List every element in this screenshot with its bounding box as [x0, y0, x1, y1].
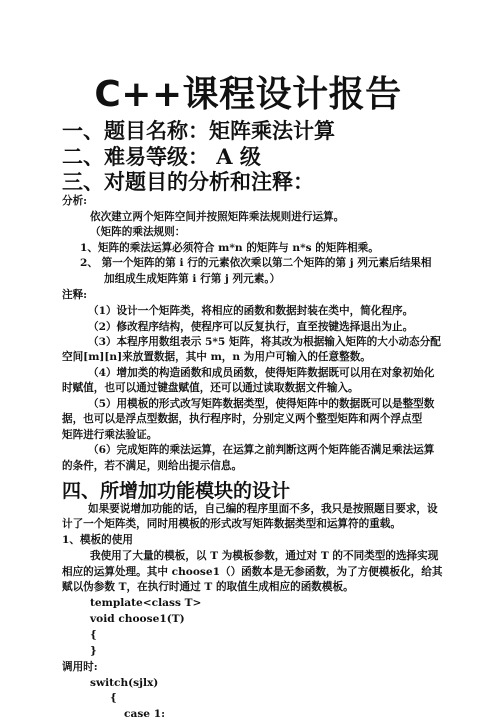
section-analysis-heading: 三、对题目的分析和注释： — [62, 169, 314, 194]
section-title-name: 一、题目名称：矩阵乘法计算 — [62, 118, 335, 143]
body-line: 赋以伪参数 T，在执行时通过 T 的取值生成相应的函数模板。 — [62, 581, 354, 593]
section-difficulty: 二、难易等级： A 级 — [62, 144, 261, 169]
section-feature-heading: 四、所增加功能模块的设计 — [62, 480, 291, 502]
code-line: case 1: — [124, 708, 165, 720]
code-line: } — [90, 645, 97, 657]
notes-line: 矩阵进行乘法验证。 — [62, 429, 158, 441]
notes-line: （4）增加类的构造函数和成员函数，使得矩阵数据既可以用在对象初始化 — [88, 367, 435, 379]
code-line: { — [90, 629, 97, 641]
notes-line: 空间[m][n]来放置数据，其中 m，n 为用户可输入的任意整数。 — [62, 351, 371, 363]
notes-line: 时赋值，也可以通过键盘赋值，还可以通过读取数据文件输入。 — [62, 382, 359, 394]
body-line: 相应的运算处理。其中 choose1（）函数本是无参函数，为了方便模板化，给其 — [62, 566, 443, 578]
analysis-label: 分析: — [62, 195, 88, 207]
analysis-line: （矩阵的乘法规则： — [90, 226, 186, 238]
call-label: 调用时: — [62, 661, 98, 673]
notes-label: 注释: — [62, 289, 88, 301]
notes-line: （5）用模板的形式改写矩阵数据类型，使得矩阵中的数据既可以是整型数 — [88, 398, 435, 410]
body-line: 我使用了大量的模板，以 T 为模板参数，通过对 T 的不同类型的选择实现 — [90, 550, 439, 562]
body-line: 计了一个矩阵类，同时用模板的形式改写矩阵数据类型和运算符的重载。 — [62, 518, 401, 530]
analysis-line: 加组成生成矩阵第 i 行第 j 列元素。） — [104, 273, 281, 285]
report-title: C++课程设计报告 — [94, 74, 402, 115]
notes-line: 据，也可以是浮点型数据，执行程序时，分别定义两个整型矩阵和两个浮点型 — [62, 413, 423, 425]
notes-line: （6）完成矩阵的乘法运算，在运算之前判断这两个矩阵能否满足乘法运算 — [88, 444, 435, 456]
code-line: { — [110, 692, 117, 704]
notes-line: 的条件，若不满足，则给出提示信息。 — [62, 460, 243, 472]
code-line: switch(sjlx) — [90, 677, 159, 689]
notes-line: （3）本程序用数组表示 5*5 矩阵，将其改为根据输入矩阵的大小动态分配 — [88, 336, 441, 348]
analysis-line: 2、 第一个矩阵的第 i 行的元素依次乘以第二个矩阵的第 j 列元素后结果相 — [80, 257, 432, 269]
notes-line: （2）修改程序结构，使程序可以反复执行，直至按键选择退出为止。 — [88, 321, 414, 333]
analysis-line: 1、矩阵的乘法运算必须符合 m*n 的矩阵与 n*s 的矩阵相乘。 — [80, 242, 379, 254]
body-line: 如果要说增加功能的话，自己编的程序里面不多，我只是按照题目要求，设 — [88, 503, 438, 515]
code-line: template<class T> — [90, 597, 202, 609]
subsection-heading: 1、模板的使用 — [62, 534, 133, 546]
analysis-line: 依次建立两个矩阵空间并按照矩阵乘法规则进行运算。 — [90, 211, 345, 223]
notes-line: （1）设计一个矩阵类，将相应的函数和数据封装在类中，简化程序。 — [88, 305, 414, 317]
code-line: void choose1(T) — [90, 613, 185, 625]
